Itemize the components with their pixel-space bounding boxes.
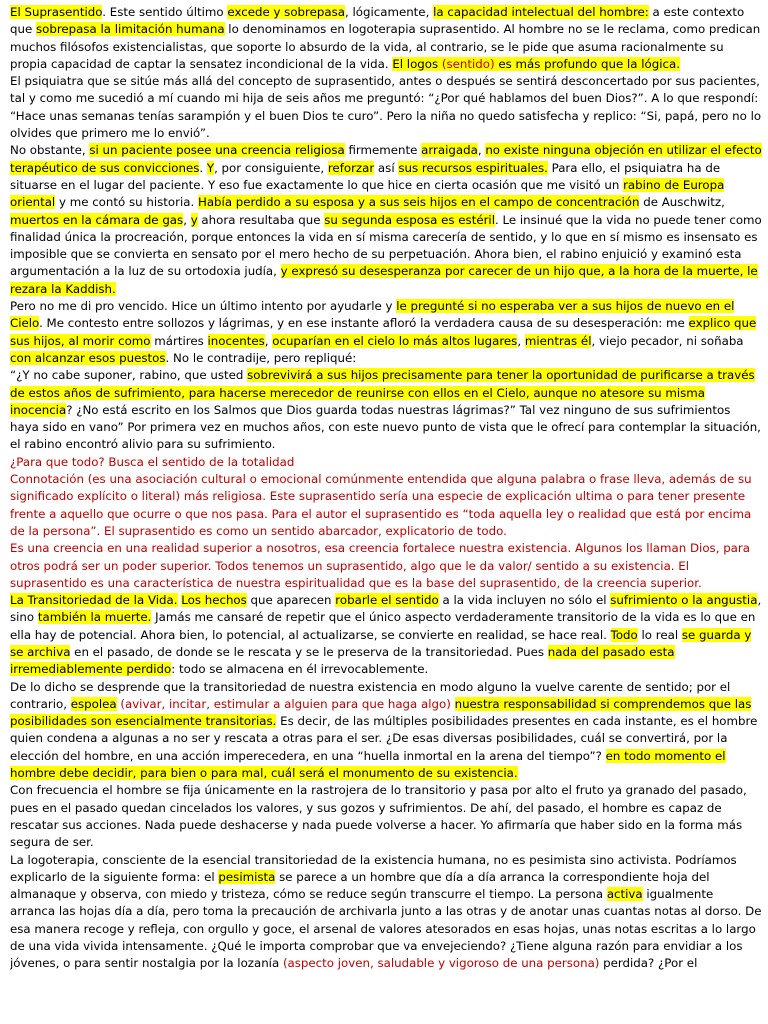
- text-run: Es decir, de las múltiples posibilidades presentes en cada instante, es el hombre quien condena a algunas a no ser y rescata a otras para el ser. ¿De esas diversas posibilidades, cuál se convertirá, por la elección del hombre, en una acción imperecedera, en una “huella inmortal en la arena del tiempo”?: [10, 714, 758, 763]
- text-run: mártires: [150, 333, 208, 348]
- highlighted-text: Los hechos: [181, 593, 247, 608]
- highlighted-text: sufrimiento o la angustia: [610, 593, 758, 608]
- highlighted-text: sobrepasa la limitación humana: [35, 22, 225, 37]
- text-run: La logoterapia, consciente de la esencial transitoriedad de la existencia humana, no es pesimista sino activista. Podríamos explicarlo de la siguiente forma: el: [10, 852, 737, 884]
- highlighted-text: excede y sobrepasa: [227, 5, 345, 19]
- annotation-text: (avivar, incitar, estimular a alguien para que haga algo): [120, 696, 451, 711]
- text-run: Es una creencia en una realidad superior a nosotros, esa creencia fortalece nuestra existencia. Algunos los llaman Dios, para otros podrá ser un poder superior. Todos tenemos un suprasentido, algo que le da valor/ sentido a su existencia. El suprasentido es una característica de nuestra espiritualidad que es la base del suprasentido, de la creencia superior.: [10, 541, 750, 590]
- text-run: ,: [477, 143, 486, 158]
- text-run: , viejo pecador, ni soñaba: [591, 333, 744, 348]
- highlighted-text: Y: [206, 160, 215, 175]
- paragraph-hija-pregunta: [10, 73, 762, 142]
- highlighted-text: robarle el sentido: [335, 593, 439, 608]
- annotation-connotacion: [10, 471, 762, 540]
- text-run: ,: [517, 333, 525, 348]
- highlighted-text: El logos: [392, 56, 442, 71]
- highlighted-text: nuestra responsabilidad si comprendemos que las posibilidades son esencialmente transitorias.: [10, 696, 752, 729]
- highlighted-text: Todo: [610, 627, 638, 642]
- text-run: lo denominamos en logoterapia suprasentido. Al hombre no se le reclama, como predican muchos filósofos existencialistas, que soporte lo absurdo de la vida, al contrario, se le pide que asuma racionalmente su propia capacidad de captar la sensatez incondicional de la vida.: [10, 22, 761, 71]
- text-run: Pero no me di pro vencido. Hice un último intento por ayudarle y: [10, 299, 397, 314]
- highlighted-text: en todo momento el hombre debe decidir, para bien o para mal, cuál será el monumento de su existencia.: [10, 748, 726, 781]
- annotation-text: (aspecto joven, saludable y vigoroso de una persona): [282, 956, 600, 971]
- text-run: . Le insinué que la vida no puede tener como finalidad única la procreación, porque entonces la vida en sí misma carecería de sentido, y lo que en sí mismo es insensato es imposible que se convierta en sensato por el mero hecho de su perpetuación. Ahora bien, el rabino enjuició y examinó esta argumentación a la luz de su ortodoxia judía,: [10, 212, 762, 279]
- highlighted-text: muertos en la cámara de gas: [10, 212, 184, 227]
- highlighted-text: sobrevivirá a sus hijos precisamente para tener la oportunidad de purificarse a través de estos años de sufrimiento, para hacerse merecedor de reunirse con ellos en el Cielo, aunque no atesore su misma inocencia: [10, 368, 755, 417]
- text-run: .: [199, 160, 207, 175]
- text-run: . Me contesto entre sollozos y lágrimas, y en ese instante afloró la verdadera causa de su desesperación: me: [39, 316, 689, 331]
- highlighted-text: también la muerte.: [37, 610, 152, 625]
- text-run: Para ello, el psiquiatra ha de situarse en el lugar del paciente. Y eso fue exactamente lo que hice en cierta ocasión que me visitó un: [10, 160, 721, 192]
- text-run: El psiquiatra que se sitúe más allá del concepto de suprasentido, antes o después se sentirá desconcertado por sus pacientes, tal y como me sucedió a mí cuando mi hija de seis años me preguntó: “¿Por qué hablamos del buen Dios?”. A lo que respondí: “Hace unas semanas tenías sarampión y el buen Dios te curo”. Pero la niña no quedo satisfecha y replico: “Si, papá, pero no lo olvides que primero me lo envió”.: [10, 74, 762, 141]
- highlighted-text: si un paciente posee una creencia religiosa: [89, 143, 345, 158]
- text-run: ,: [264, 333, 273, 348]
- highlighted-text: rabino de Europa oriental: [10, 177, 725, 210]
- paragraph-transitoriedad: [10, 592, 762, 678]
- paragraph-logoterapia: [10, 852, 762, 973]
- text-run: Con frecuencia el hombre se fija únicamente en la rastrojera de lo transitorio y pasa por alto el fruto ya granado del pasado, pues en el pasado quedan cincelados los valores, y sus gozos y sufrimientos. De ahí, del pasado, el hombre es capaz de rescatar sus acciones. Nada puede deshacerse y nada puede volverse a hacer. Yo afirmaría que haber sido en la forma más segura de ser.: [10, 783, 747, 850]
- text-run: se parece a un hombre que día a día arranca la correspondiente hoja del almanaque y observa, con miedo y tristeza, cómo se reduce según transcurre el tiempo. La persona: [10, 869, 710, 902]
- text-run: , lógicamente,: [344, 5, 434, 19]
- highlighted-text: pesimista: [218, 869, 276, 884]
- text-run: ? ¿No está escrito en los Salmos que Dios guarda todas nuestras lágrimas?” Tal vez ninguno de sus sufrimientos haya sido en vano” Por primera vez en muchos años, con este nuevo punto de vista que le ofrecí para contemplar la situación, el rabino encontró alivio para su sufrimiento.: [10, 402, 761, 452]
- highlighted-text: activa: [606, 887, 643, 902]
- text-run: a este contexto que: [10, 5, 745, 37]
- text-run: de Auschwitz,: [639, 195, 725, 210]
- highlighted-text: ocuparían en el cielo lo más altos lugares: [272, 333, 518, 348]
- paragraph-rabino: [10, 142, 762, 298]
- text-run: “¿Y no cabe suponer, rabino, que usted: [10, 368, 248, 383]
- highlighted-text: y: [190, 212, 198, 227]
- text-run: : todo se almacena en él irrevocablemente.: [171, 662, 429, 677]
- text-run: Jamás me cansaré de repetir que el único aspecto verdaderamente transitorio de la vida es lo que en ella hay de potencial. Ahora bien, lo potencial, al actualizarse, se convierte en realidad, se hace real.: [10, 610, 756, 642]
- text-run: que aparecen: [246, 593, 336, 608]
- text-run: así: [374, 160, 399, 175]
- highlighted-text: con alcanzar esos puestos: [10, 350, 166, 365]
- text-run: lo real: [637, 627, 682, 642]
- highlighted-text: reforzar: [327, 160, 375, 175]
- text-run: firmemente: [344, 143, 422, 158]
- highlighted-text: La Transitoriedad de la Vida.: [10, 593, 178, 608]
- text-run: De lo dicho se desprende que la transitoriedad de nuestra existencia en modo alguno la vuelve carente de sentido; por el contrario,: [10, 679, 731, 711]
- text-run: a la vida incluyen no sólo el: [438, 593, 611, 608]
- paragraph-suprasentido: [10, 4, 762, 73]
- highlighted-text: le pregunté si no esperaba ver a sus hijos de nuevo en el Cielo: [10, 299, 735, 331]
- paragraph-cielo: [10, 298, 762, 367]
- highlighted-text: inocentes: [207, 333, 265, 348]
- highlighted-text: nada del pasado esta irremediablemente perdido: [10, 644, 675, 677]
- highlighted-text: la capacidad intelectual del hombre:: [433, 5, 649, 19]
- highlighted-text: su segunda esposa es estéril: [324, 212, 495, 227]
- highlighted-text: arraigada: [421, 143, 478, 158]
- paragraph-responsabilidad: [10, 679, 762, 783]
- annotation-heading: [10, 454, 762, 471]
- highlighted-text: sus recursos espirituales.: [398, 160, 548, 175]
- highlighted-text: espolea: [70, 696, 117, 711]
- highlighted-text: (sentido): [441, 56, 495, 71]
- paragraph-replica: [10, 367, 762, 453]
- text-run: , por consiguiente,: [214, 160, 328, 175]
- paragraph-pasado: [10, 782, 762, 851]
- document-page: [10, 0, 762, 1022]
- text-run: ,: [183, 212, 191, 227]
- text-run: . No le contradije, pero repliqué:: [165, 350, 357, 365]
- highlighted-text: se guarda y se archiva: [10, 627, 752, 659]
- text-run: igualmente arranca las hojas día a día, pero toma la precaución de archivarla junto a las otras y de anotar unas cuantas notas al dorso. De esa manera recoge y refleja, con orgullo y goce, el arsenal de valores atesorados en esas hojas, unas notas escritas a lo largo de una vida vivida intensamente. ¿Qué le importa comprobar que va envejeciendo? ¿Tiene alguna razón para envidiar a los jóvenes, o para sentir nostalgia por la lozanía: [10, 887, 762, 971]
- highlighted-text: es más profundo que la lógica.: [494, 56, 680, 71]
- highlighted-text: no existe ninguna objeción en utilizar el efecto terapéutico de sus convicciones: [10, 143, 762, 175]
- text-run: ¿Para que todo? Busca el sentido de la totalidad: [10, 454, 295, 469]
- highlighted-text: explico que sus hijos, al morir como: [10, 316, 757, 348]
- text-run: perdida? ¿Por el: [599, 956, 698, 971]
- annotation-creencia: [10, 540, 762, 592]
- text-run: . Este sentido último: [102, 5, 228, 19]
- text-run: , sino: [10, 593, 762, 625]
- text-run: ahora resultaba que: [197, 212, 325, 227]
- highlighted-text: Había perdido a su esposa y a sus seis hijos en el campo de concentración: [197, 195, 640, 210]
- highlighted-text: mientras él: [524, 333, 592, 348]
- text-run: en el pasado, de donde se le rescata y se le preserva de la transitoriedad. Pues: [70, 644, 548, 659]
- text-run: No obstante,: [10, 143, 90, 158]
- text-run: Connotación (es una asociación cultural o emocional comúnmente entendida que alguna palabra o frase lleva, además de su significado explícito o literal) más religiosa. Este suprasentido sería una especie de explicación ultima o para tener presente frente a aquello que ocurre o que nos pasa. Para el autor el suprasentido es “toda aquella ley o realidad que está por encima de la persona”. El suprasentido es como un sentido abarcador, explicatorio de todo.: [10, 472, 752, 538]
- highlighted-text: y expresó su desesperanza por carecer de un hijo que, a la hora de la muerte, le rezara la Kaddish.: [10, 264, 758, 296]
- text-run: y me contó su historia.: [55, 195, 198, 210]
- highlighted-text: El Suprasentido: [10, 5, 103, 19]
